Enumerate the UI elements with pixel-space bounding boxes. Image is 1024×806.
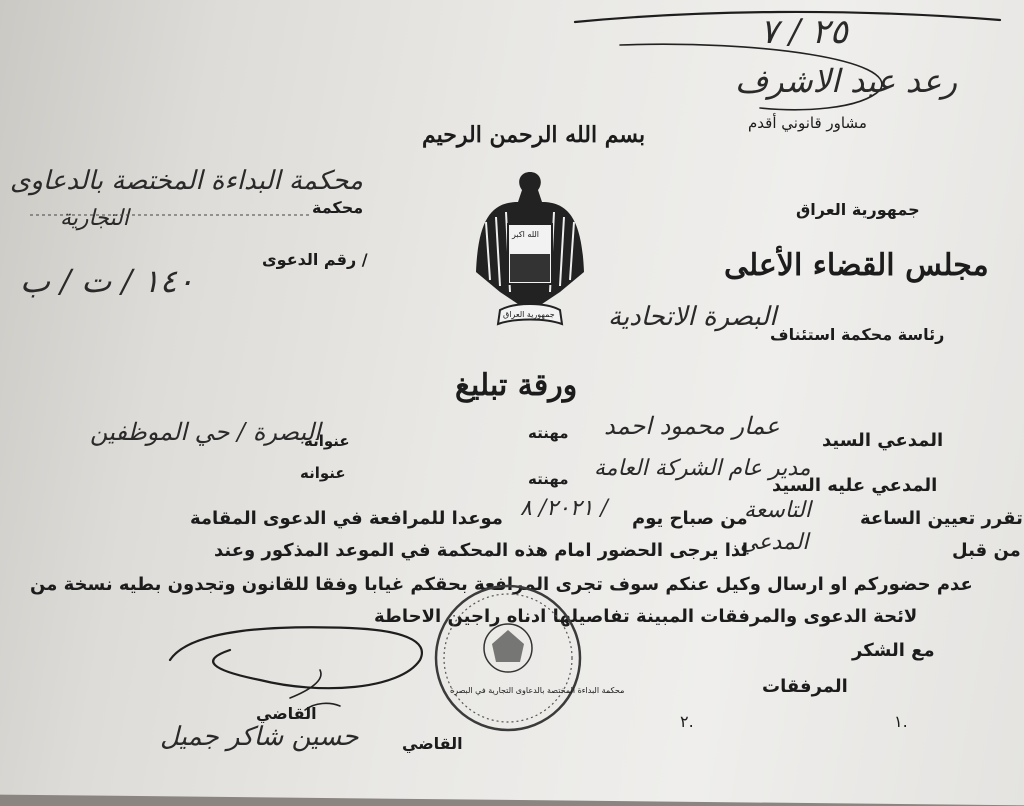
hour-hand: التاسعة [744, 498, 811, 523]
court-dotline [30, 212, 310, 218]
hour-mid: من صباح يوم [632, 508, 748, 529]
plaintiff-address-hand: البصرة / حي الموظفين [90, 418, 321, 446]
defendant-job-label: مهنته [528, 470, 569, 488]
hour-tail: موعدا للمرافعة في الدعوى المقامة [190, 508, 503, 529]
stamp-date: ٢٥ / ٧ [760, 12, 848, 52]
presidency-label: رئاسة محكمة استئناف [770, 325, 945, 344]
emblem-ribbon: جمهورية العراق [503, 310, 555, 319]
seal-text: محكمة البداءة المختصة بالدعاوى التجارية في البصرة [450, 686, 625, 695]
republic-label: جمهورية العراق [796, 200, 920, 219]
defendant-name-hand: مدير عام الشركة العامة [594, 456, 811, 481]
basmala: بسم الله الرحمن الرحيم [422, 122, 646, 148]
attachment-num-2: ٢. [680, 712, 694, 731]
plaintiff-job-label: مهنته [528, 424, 569, 442]
presidency-hand: البصرة الاتحادية [608, 302, 777, 332]
hour-date-hand: ٢٠٢١/ ٨ / [520, 496, 608, 521]
plaintiff-name-hand: عمار محمود احمد [604, 412, 780, 440]
seal-icon [432, 582, 584, 734]
judge-label: القاضي [402, 734, 463, 753]
by-label: من قبل [952, 540, 1021, 561]
plaintiff-label: المدعي السيد [822, 430, 944, 451]
council-title: مجلس القضاء الأعلى [724, 248, 989, 283]
thanks-line: مع الشكر [852, 640, 935, 661]
case-number-label: رقم الدعوى / [262, 250, 368, 269]
eagle-icon [470, 162, 590, 332]
document-title: ورقة تبليغ [455, 368, 578, 403]
list-line: لائحة الدعوى والمرفقات المبينة تفاصيلها ادناه راجين الاحاطة [374, 606, 918, 627]
court-seal [432, 582, 625, 734]
case-number-hand: ١٤٠ / ت / ب [20, 262, 195, 300]
court-label: محكمة [312, 198, 364, 217]
defendant-label: المدعي عليه السيد [772, 475, 938, 496]
stamp-name: رعد عبد الاشرف [735, 62, 958, 100]
by-hand: المدعي [740, 530, 809, 555]
attachment-num-1: ١. [894, 712, 908, 731]
stamp-title: مشاور قانوني أقدم [748, 114, 867, 132]
please-line: لذا يرجى الحضور امام هذه المحكمة في الموعد المذكور وعند [214, 540, 749, 561]
court-hand-line2: التجارية [60, 206, 129, 231]
hour-label: تقرر تعيين الساعة [860, 508, 1023, 529]
plaintiff-address-label: عنوانه [304, 432, 350, 450]
defendant-address-label: عنوانه [300, 464, 346, 482]
court-hand-line1: محكمة البداءة المختصة بالدعاوى [10, 166, 363, 196]
judge-word: القاضي [256, 704, 317, 723]
emblem-text: الله اكبر [512, 230, 539, 239]
attachments-label: المرفقات [762, 676, 848, 697]
absent-line: عدم حضوركم او ارسال وكيل عنكم سوف تجرى المرافعة بحقكم غيابا وفقا للقانون وتجدون بطيه نسخة من [30, 574, 973, 595]
judge-name-hand: حسين شاكر جميل [160, 722, 359, 752]
iraq-emblem [470, 162, 590, 332]
